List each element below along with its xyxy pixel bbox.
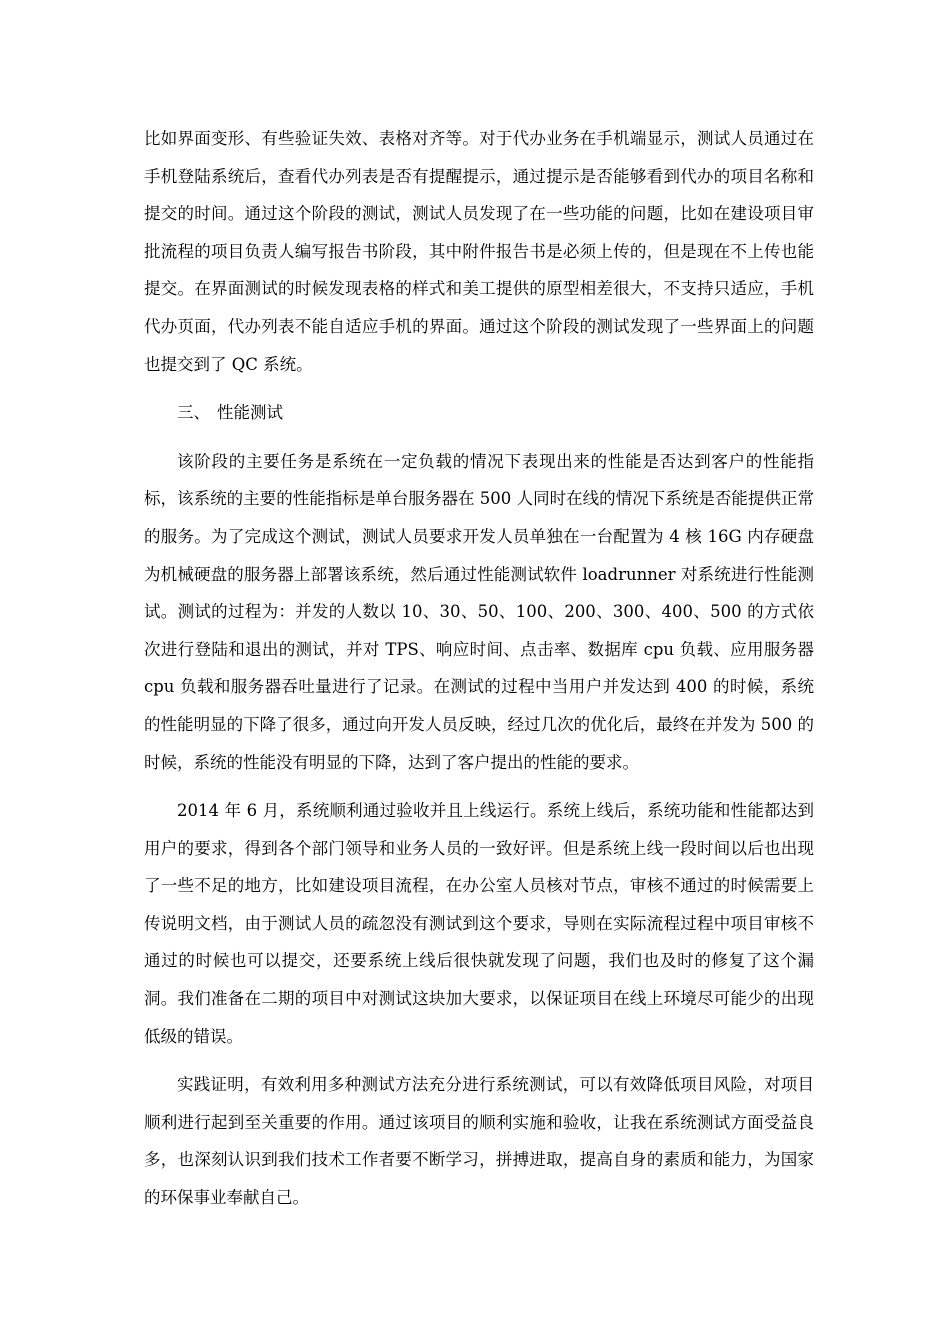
- document-body: [144, 120, 814, 1217]
- section-title: 性能测试: [217, 403, 283, 423]
- paragraph-conclusion: 实践证明，有效利用多种测试方法充分进行系统测试，可以有效降低项目风险，对项目顺利进行起到至关重要的作用。通过该项目的顺利实施和验收，让我在系统测试方面受益良多，也深刻认识到我们技术工作者要不断学习，拼搏进取，提高自身的素质和能力，为国家的环保事业奉献自己。: [144, 1075, 814, 1208]
- paragraph-ui-test-continued: 比如界面变形、有些验证失效、表格对齐等。对于代办业务在手机端显示，测试人员通过在手机登陆系统后，查看代办列表是否有提醒提示，通过提示是否能够看到代办的项目名称和提交的时间。通过这个阶段的测试，测试人员发现了在一些功能的问题，比如在建设项目审批流程的项目负责人编写报告书阶段，其中附件报告书是必须上传的，但是现在不上传也能提交。在界面测试的时候发现表格的样式和美工提供的原型相差很大，不支持只适应，手机代办页面，代办列表不能自适应手机的界面。通过这个阶段的测试发现了一些界面上的问题也提交到了 QC 系统。: [144, 129, 814, 374]
- section-number: 三、: [177, 403, 210, 423]
- paragraph-performance-test: 该阶段的主要任务是系统在一定负载的情况下表现出来的性能是否达到客户的性能指标，该系统的主要的性能指标是单台服务器在 500 人同时在线的情况下系统是否能提供正常的服务。为了完成这个测试，测试人员要求开发人员单独在一台配置为 4 核 16G 内存硬盘为机械硬盘的服务器上部署该系统，然后通过性能测试软件 loadrunner 对系统进行性能测试。测试的过程为：并发的人数以 10、30、50、100、200、300、400、500 的方式依次进行登陆和退出的测试，并对 TPS、响应时间、点击率、数据库 cpu 负载、应用服务器 cpu 负载和服务器吞吐量进行了记录。在测试的过程中当用户并发达到 400 的时候，系统的性能明显的下降了很多，通过向开发人员反映，经过几次的优化后，最终在并发为 500 的时候，系统的性能没有明显的下降，达到了客户提出的性能的要求。: [144, 451, 814, 772]
- section-heading-performance-test: [144, 394, 814, 432]
- paragraph-system-launch: 2014 年 6 月，系统顺利通过验收并且上线运行。系统上线后，系统功能和性能都达到用户的要求，得到各个部门领导和业务人员的一致好评。但是系统上线一段时间以后也出现了一些不足的地方，比如建设项目流程，在办公室人员核对节点，审核不通过的时候需要上传说明文档，由于测试人员的疏忽没有测试到这个要求，导则在实际流程过程中项目审核不通过的时候也可以提交，还要系统上线后很快就发现了问题，我们也及时的修复了这个漏洞。我们准备在二期的项目中对测试这块加大要求，以保证项目在线上环境尽可能少的出现低级的错误。: [144, 801, 814, 1046]
